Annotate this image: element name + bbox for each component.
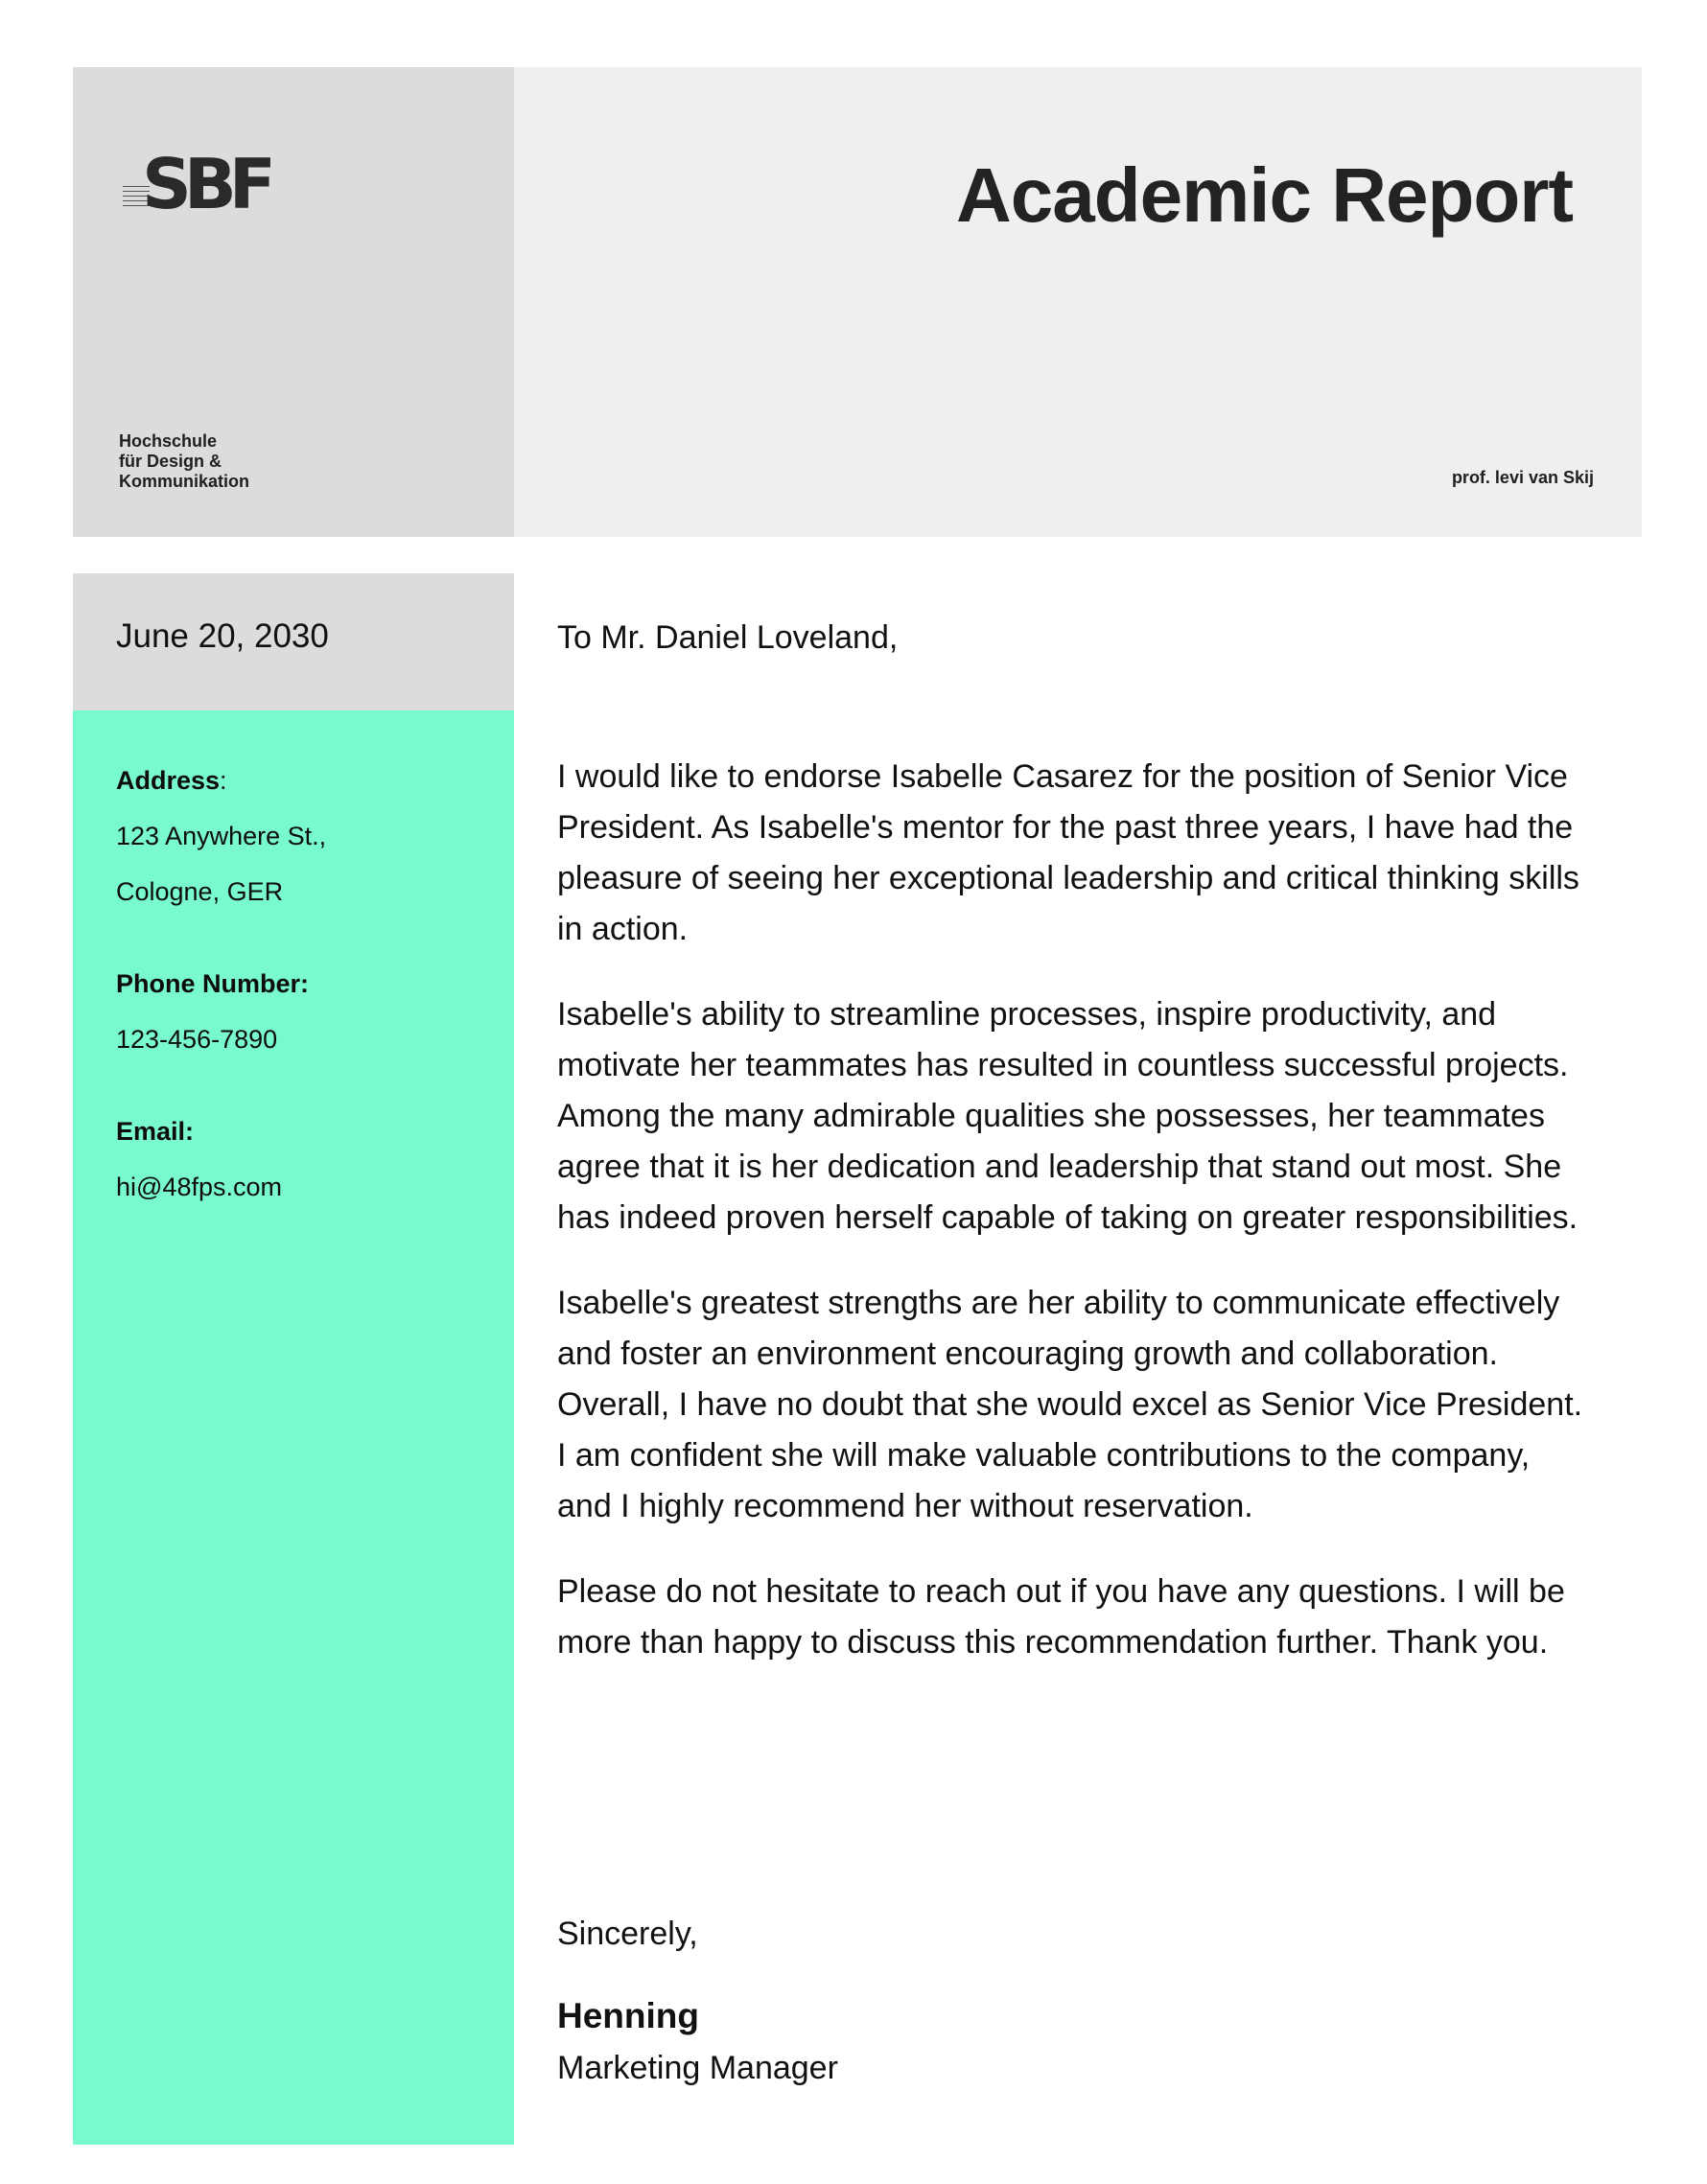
header-right-panel: [514, 67, 1642, 537]
letter-date: June 20, 2030: [116, 617, 329, 655]
date-panel: [73, 573, 514, 710]
email-label: Email:: [116, 1117, 195, 1146]
address-line-2: Cologne, GER: [116, 877, 284, 906]
paragraph: I would like to endorse Isabelle Casarez for the position of Senior Vice President. As Isabelle's mentor for the past three years, I have had the pleasure of seeing her exceptional leadership and critical thinking skills in action.: [557, 758, 1579, 947]
author-name: prof. levi van Skij: [1451, 468, 1594, 487]
email-value: hi@48fps.com: [116, 1173, 282, 1201]
phone-value: 123-456-7890: [116, 1025, 278, 1054]
paragraph: Isabelle's greatest strengths are her ability to communicate effectively and foster an environment encouraging growth and collaboration. Overall, I have no doubt that she would excel as Senior Vice President. I am confident she will make valuable contributions to the company, and I highly recommend her without reservation.: [557, 1285, 1583, 1524]
letter-body: [557, 752, 1593, 1703]
closing: Sincerely,: [557, 1916, 698, 1952]
signer-name: Henning: [557, 1996, 699, 2035]
phone-label: Phone Number:: [116, 969, 310, 998]
logo-mark: SBF: [142, 144, 269, 224]
salutation: To Mr. Daniel Loveland,: [557, 619, 899, 656]
paragraph: Isabelle's ability to streamline processes, inspire productivity, and motivate her teammates has resulted in countless successful projects. Among the many admirable qualities she possesses, her teammates agree that it is her dedication and leadership that stand out most. She has indeed proven herself capable of taking on greater responsibilities.: [557, 996, 1578, 1236]
address-label: Address:: [116, 766, 227, 795]
address-line-1: 123 Anywhere St.,: [116, 822, 327, 850]
page-title: Academic Report: [956, 152, 1573, 238]
school-name: Hochschule für Design & Kommunikation: [119, 431, 250, 491]
signer-role: Marketing Manager: [557, 2050, 838, 2086]
contact-panel: [73, 710, 514, 2145]
paragraph: Please do not hesitate to reach out if you have any questions. I will be more than happy to discuss this recommendation further. Thank you.: [557, 1573, 1565, 1661]
school-logo: [123, 144, 276, 245]
header-left-panel: [73, 67, 514, 537]
